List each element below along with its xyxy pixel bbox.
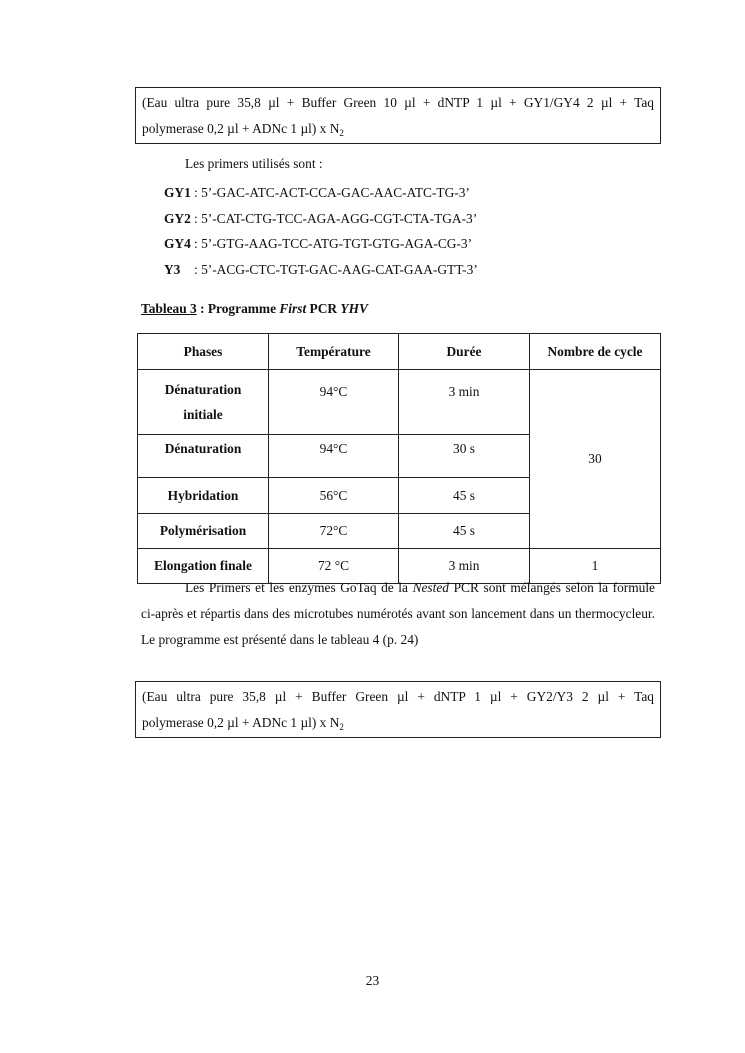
formula-line-1: (Eau ultra pure 35,8 µl + Buffer Green 10 µl + dNTP 1 µl + GY1/GY4 2 µl + Taq	[142, 95, 654, 110]
pcr-program-table	[137, 333, 661, 584]
primers-intro: Les primers utilisés sont :	[185, 156, 323, 171]
header-duration: Durée	[399, 334, 530, 370]
paragraph-part-1: Les Primers et les enzymes GoTaq de la	[185, 580, 413, 595]
primer-item	[164, 206, 478, 232]
paragraph-italic: Nested	[412, 580, 450, 595]
cell-temperature: 94°C	[269, 370, 399, 435]
header-cycles: Nombre de cycle	[530, 334, 661, 370]
cell-phase: Polymérisation	[138, 514, 269, 549]
cell-temperature: 72 °C	[269, 549, 399, 584]
formula-subscript: 2	[339, 722, 344, 732]
cell-duration: 3 min	[399, 549, 530, 584]
formula-line-2-text: polymerase 0,2 µl + ADNc 1 µl) x N	[142, 715, 340, 730]
cell-temperature: 56°C	[269, 478, 399, 514]
formula-line-2-text: polymerase 0,2 µl + ADNc 1 µl) x N	[142, 121, 340, 136]
formula-line-2	[142, 116, 654, 142]
cell-duration: 45 s	[399, 478, 530, 514]
primer-item	[164, 257, 478, 283]
primer-sequence: : 5’-CAT-CTG-TCC-AGA-AGG-CGT-CTA-TGA-3’	[194, 210, 478, 226]
nested-pcr-formula-box	[135, 681, 661, 738]
primer-sequence: : 5’-GAC-ATC-ACT-CCA-GAC-AAC-ATC-TG-3’	[194, 185, 470, 200]
cell-duration: 45 s	[399, 514, 530, 549]
cell-duration: 3 min	[399, 370, 530, 435]
primer-name: GY1	[164, 185, 191, 200]
cell-phase: Dénaturation	[138, 435, 269, 478]
formula-line-2	[142, 710, 654, 736]
page-number: 23	[365, 973, 380, 988]
cell-phase: Dénaturation initiale	[138, 370, 269, 435]
primer-name: Y3	[164, 261, 181, 277]
table-caption-mid: PCR	[306, 301, 341, 316]
table-header-row	[138, 334, 661, 370]
cell-phase: Hybridation	[138, 478, 269, 514]
cell-cycles: 1	[530, 549, 661, 584]
table-caption	[141, 299, 368, 319]
primer-sequence: : 5’-ACG-CTC-TGT-GAC-AAG-CAT-GAA-GTT-3’	[194, 261, 478, 277]
table-caption-italic-1: First	[279, 301, 307, 316]
cell-duration: 30 s	[399, 435, 530, 478]
cell-temperature: 72°C	[269, 514, 399, 549]
table-caption-label: Tableau 3	[141, 301, 197, 316]
primer-name: GY2	[164, 210, 191, 226]
table-row	[138, 370, 661, 435]
primer-name: GY4	[164, 236, 191, 251]
paragraph-part-2: PCR sont mélangés selon la formule ci-après et répartis dans des microtubes numérotés avant son lancement dans un thermocycleur. Le programme est présenté dans le tableau 4 (p. 24)	[141, 580, 655, 647]
table-caption-italic-2: YHV	[340, 301, 368, 316]
header-phases: Phases	[138, 334, 269, 370]
cell-phase: Elongation finale	[138, 549, 269, 584]
primer-sequence: : 5’-GTG-AAG-TCC-ATG-TGT-GTG-AGA-CG-3’	[194, 236, 473, 251]
formula-subscript: 2	[339, 128, 344, 138]
primer-item	[164, 180, 478, 206]
nested-pcr-paragraph	[141, 575, 655, 653]
formula-line-1: (Eau ultra pure 35,8 µl + Buffer Green µl + dNTP 1 µl + GY2/Y3 2 µl + Taq	[142, 689, 654, 704]
first-pcr-formula-box	[135, 87, 661, 144]
table-caption-sep: : Programme	[196, 301, 280, 316]
primer-list	[164, 180, 478, 282]
cell-cycles-grouped: 30	[530, 370, 661, 549]
cell-temperature: 94°C	[269, 435, 399, 478]
primer-item	[164, 231, 478, 257]
header-temperature: Température	[269, 334, 399, 370]
